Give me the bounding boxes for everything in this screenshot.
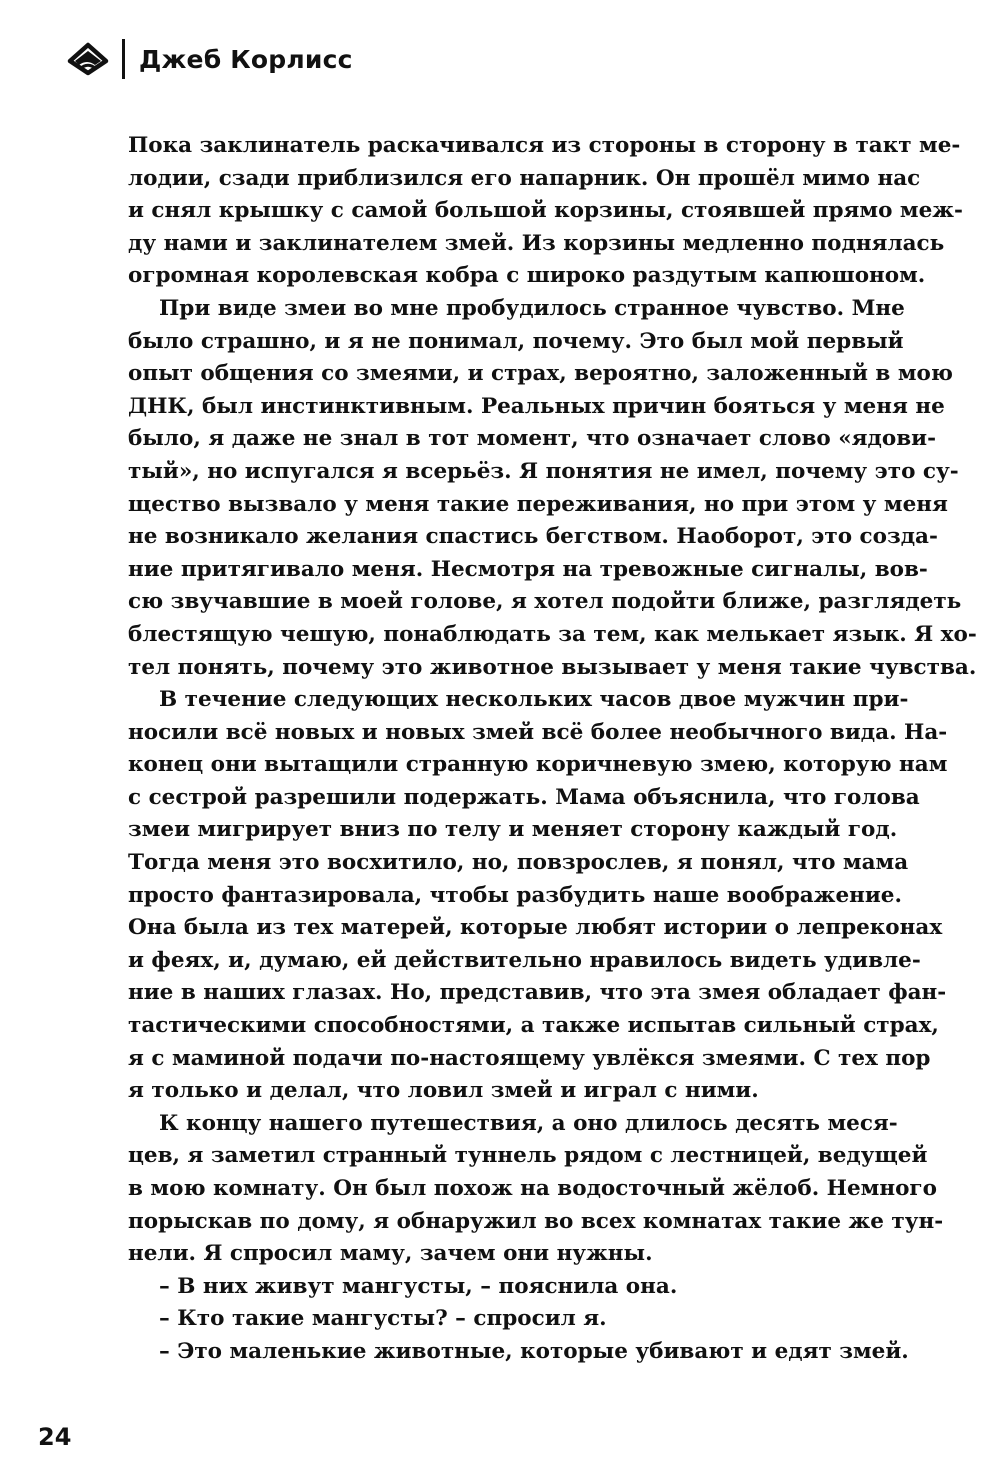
publisher-logo-icon bbox=[66, 39, 110, 79]
text-line: Пока заклинатель раскачивался из стороны в сторону в такт ме- bbox=[128, 133, 961, 158]
text-line: было страшно, и я не понимал, почему. Это был мой первый bbox=[128, 328, 904, 354]
text-line: При виде змеи во мне пробудилось странное чувство. Мне bbox=[159, 295, 905, 321]
text-line: – В них живут мангусты, – пояснила она. bbox=[159, 1273, 678, 1299]
text-line: сю звучавшие в моей голове, я хотел подойти ближе, разглядеть bbox=[128, 589, 962, 615]
text-line: блестящую чешую, понаблюдать за тем, как мелькает язык. Я хо- bbox=[128, 621, 977, 647]
text-line: цев, я заметил странный туннель рядом с лестницей, ведущей bbox=[128, 1143, 928, 1169]
text-line: К концу нашего путешествия, а оно длилось десять меся- bbox=[159, 1110, 898, 1136]
text-line: огромная королевская кобра с широко раздутым капюшоном. bbox=[128, 263, 926, 289]
text-line: с сестрой разрешили подержать. Мама объяснила, что голова bbox=[128, 784, 920, 810]
text-line: – Это маленькие животные, которые убивают и едят змей. bbox=[159, 1338, 909, 1364]
header-divider bbox=[122, 39, 125, 79]
page-number: 24 bbox=[38, 1423, 72, 1451]
text-line: конец они вытащили странную коричневую змею, которую нам bbox=[128, 752, 948, 778]
text-line: щество вызвало у меня такие переживания, но при этом у меня bbox=[128, 491, 948, 517]
text-line: и снял крышку с самой большой корзины, стоявшей прямо меж- bbox=[128, 198, 963, 224]
text-line: В течение следующих нескольких часов двое мужчин при- bbox=[159, 687, 909, 713]
text-line: лодии, сзади приблизился его напарник. Он прошёл мимо нас bbox=[128, 165, 921, 191]
text-line: не возникало желания спастись бегством. Наоборот, это созда- bbox=[128, 524, 938, 550]
text-line: Тогда меня это восхитило, но, повзрослев, я понял, что мама bbox=[128, 850, 909, 876]
text-line: тастическими способностями, а также испытав сильный страх, bbox=[128, 1013, 939, 1039]
text-line: ние притягивало меня. Несмотря на тревожные сигналы, вов- bbox=[128, 556, 928, 582]
text-line: Она была из тех матерей, которые любят истории о лепреконах bbox=[128, 915, 943, 941]
text-line: змеи мигрирует вниз по телу и меняет сторону каждый год. bbox=[128, 817, 898, 843]
author-name: Джеб Корлисс bbox=[139, 44, 353, 74]
text-line: тый», но испугался я всерьёз. Я понятия не имел, почему это су- bbox=[128, 458, 959, 484]
body-text bbox=[128, 130, 977, 1369]
text-line: – Кто такие мангусты? – спросил я. bbox=[159, 1306, 607, 1332]
text-line: и феях, и, думаю, ей действительно нравилось видеть удивле- bbox=[128, 947, 921, 973]
text-line: носили всё новых и новых змей всё более необычного вида. На- bbox=[128, 719, 948, 745]
text-line: ДНК, был инстинктивным. Реальных причин бояться у меня не bbox=[128, 393, 945, 419]
text-line: ние в наших глазах. Но, представив, что эта змея обладает фан- bbox=[128, 980, 947, 1006]
text-line: нели. Я спросил маму, зачем они нужны. bbox=[128, 1241, 653, 1267]
text-line: порыскав по дому, я обнаружил во всех комнатах такие же тун- bbox=[128, 1208, 944, 1234]
text-line: просто фантазировала, чтобы разбудить наше воображение. bbox=[128, 882, 902, 908]
text-line: в мою комнату. Он был похож на водосточный жёлоб. Немного bbox=[128, 1176, 937, 1201]
text-line: я только и делал, что ловил змей и играл с ними. bbox=[128, 1078, 759, 1104]
text-line: ду нами и заклинателем змей. Из корзины медленно поднялась bbox=[128, 230, 945, 256]
text-line: я с маминой подачи по-настоящему увлёкся змеями. С тех пор bbox=[128, 1045, 931, 1071]
running-header bbox=[66, 36, 353, 82]
text-line: опыт общения со змеями, и страх, вероятно, заложенный в мою bbox=[128, 361, 953, 387]
text-line: было, я даже не знал в тот момент, что означает слово «ядови- bbox=[128, 426, 937, 452]
text-line: тел понять, почему это животное вызывает у меня такие чувства. bbox=[128, 654, 977, 680]
